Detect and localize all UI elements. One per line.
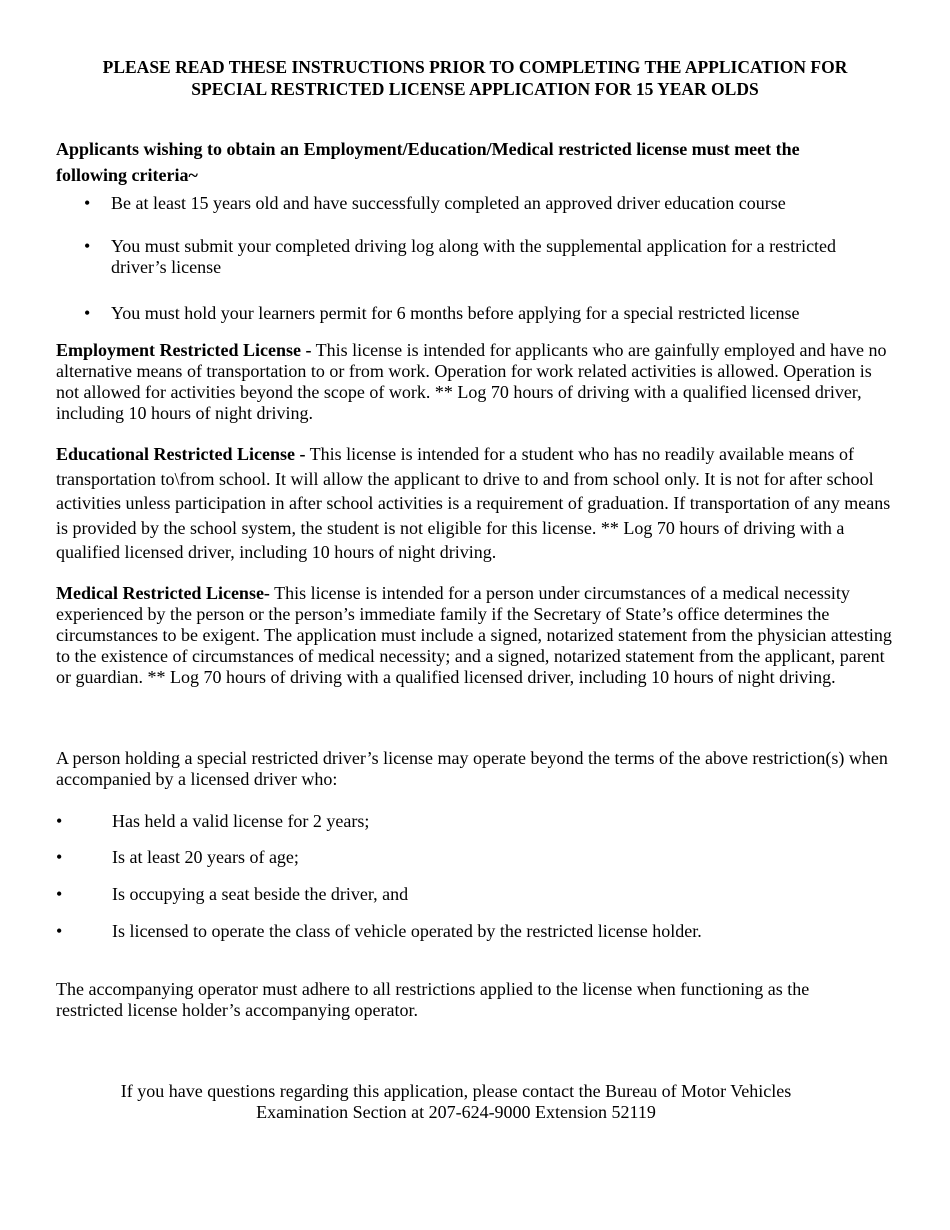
contact-line-2: Examination Section at 207-624-9000 Extension 52119 <box>256 1102 656 1122</box>
title-line-1: PLEASE READ THESE INSTRUCTIONS PRIOR TO COMPLETING THE APPLICATION FOR <box>102 57 848 77</box>
bullet-icon: • <box>56 847 63 867</box>
accompanied-item-text: Has held a valid license for 2 years; <box>112 811 370 831</box>
contact-info <box>56 1081 856 1123</box>
title-line-2: SPECIAL RESTRICTED LICENSE APPLICATION FOR 15 YEAR OLDS <box>191 79 759 99</box>
bullet-icon: • <box>56 884 63 904</box>
accompanied-item-text: Is at least 20 years of age; <box>112 847 299 867</box>
criteria-item-text: You must submit your completed driving log along with the supplemental application for a restricted driver’s license <box>111 236 837 277</box>
criteria-heading: Applicants wishing to obtain an Employment/Education/Medical restricted license must meet the following criteria~ <box>56 139 800 185</box>
page-title <box>40 56 910 100</box>
accompanied-item-text: Is licensed to operate the class of vehicle operated by the restricted license holder. <box>112 921 702 941</box>
bullet-icon: • <box>56 921 63 941</box>
educational-text: This license is intended for a student who has no readily available means of transportation to\from school. It will allow the applicant to drive to and from school only. It is not for after school activities unless participation in after school activities is a requirement of graduation. If transportation of any means is provided by the school system, the student is not eligible for this license. ** Log 70 hours of driving with a qualified licensed driver, including 10 hours of night driving. <box>56 444 891 562</box>
bullet-icon: • <box>56 811 63 831</box>
medical-label: Medical Restricted License- <box>56 583 270 603</box>
accompanied-intro: A person holding a special restricted driver’s license may operate beyond the terms of the above restriction(s) when accompanied by a licensed driver who: <box>56 748 888 789</box>
accompanied-item-text: Is occupying a seat beside the driver, and <box>112 884 409 904</box>
employment-label: Employment Restricted License - <box>56 340 312 360</box>
criteria-item-text: Be at least 15 years old and have successfully completed an approved driver education course <box>111 193 786 213</box>
contact-line-1: If you have questions regarding this application, please contact the Bureau of Motor Vehicles <box>120 1081 792 1101</box>
medical-section <box>56 583 896 688</box>
criteria-item-text: You must hold your learners permit for 6 months before applying for a special restricted license <box>111 303 800 323</box>
educational-label: Educational Restricted License - <box>56 444 306 464</box>
bullet-icon: • <box>84 236 91 256</box>
medical-text: This license is intended for a person under circumstances of a medical necessity experienced by the person or the person’s immediate family if the Secretary of State’s office determines the circumstances to be exigent. The application must include a signed, notarized statement from the physician attesting to the existence of circumstances of medical necessity; and a signed, notarized statement from the applicant, parent or guardian. ** Log 70 hours of driving with a qualified licensed driver, including 10 hours of night driving. <box>56 583 892 687</box>
employment-text: This license is intended for applicants who are gainfully employed and have no alternative means of transportation to or from work. Operation for work related activities is allowed. Operation is not allowed for activities beyond the scope of work. ** Log 70 hours of driving with a qualified licensed driver, including 10 hours of night driving. <box>56 340 887 423</box>
operator-note: The accompanying operator must adhere to all restrictions applied to the license when functioning as the restricted license holder’s accompanying operator. <box>56 979 810 1020</box>
educational-section <box>56 442 896 565</box>
employment-section <box>56 340 896 424</box>
bullet-icon: • <box>84 303 91 323</box>
bullet-icon: • <box>84 193 91 213</box>
